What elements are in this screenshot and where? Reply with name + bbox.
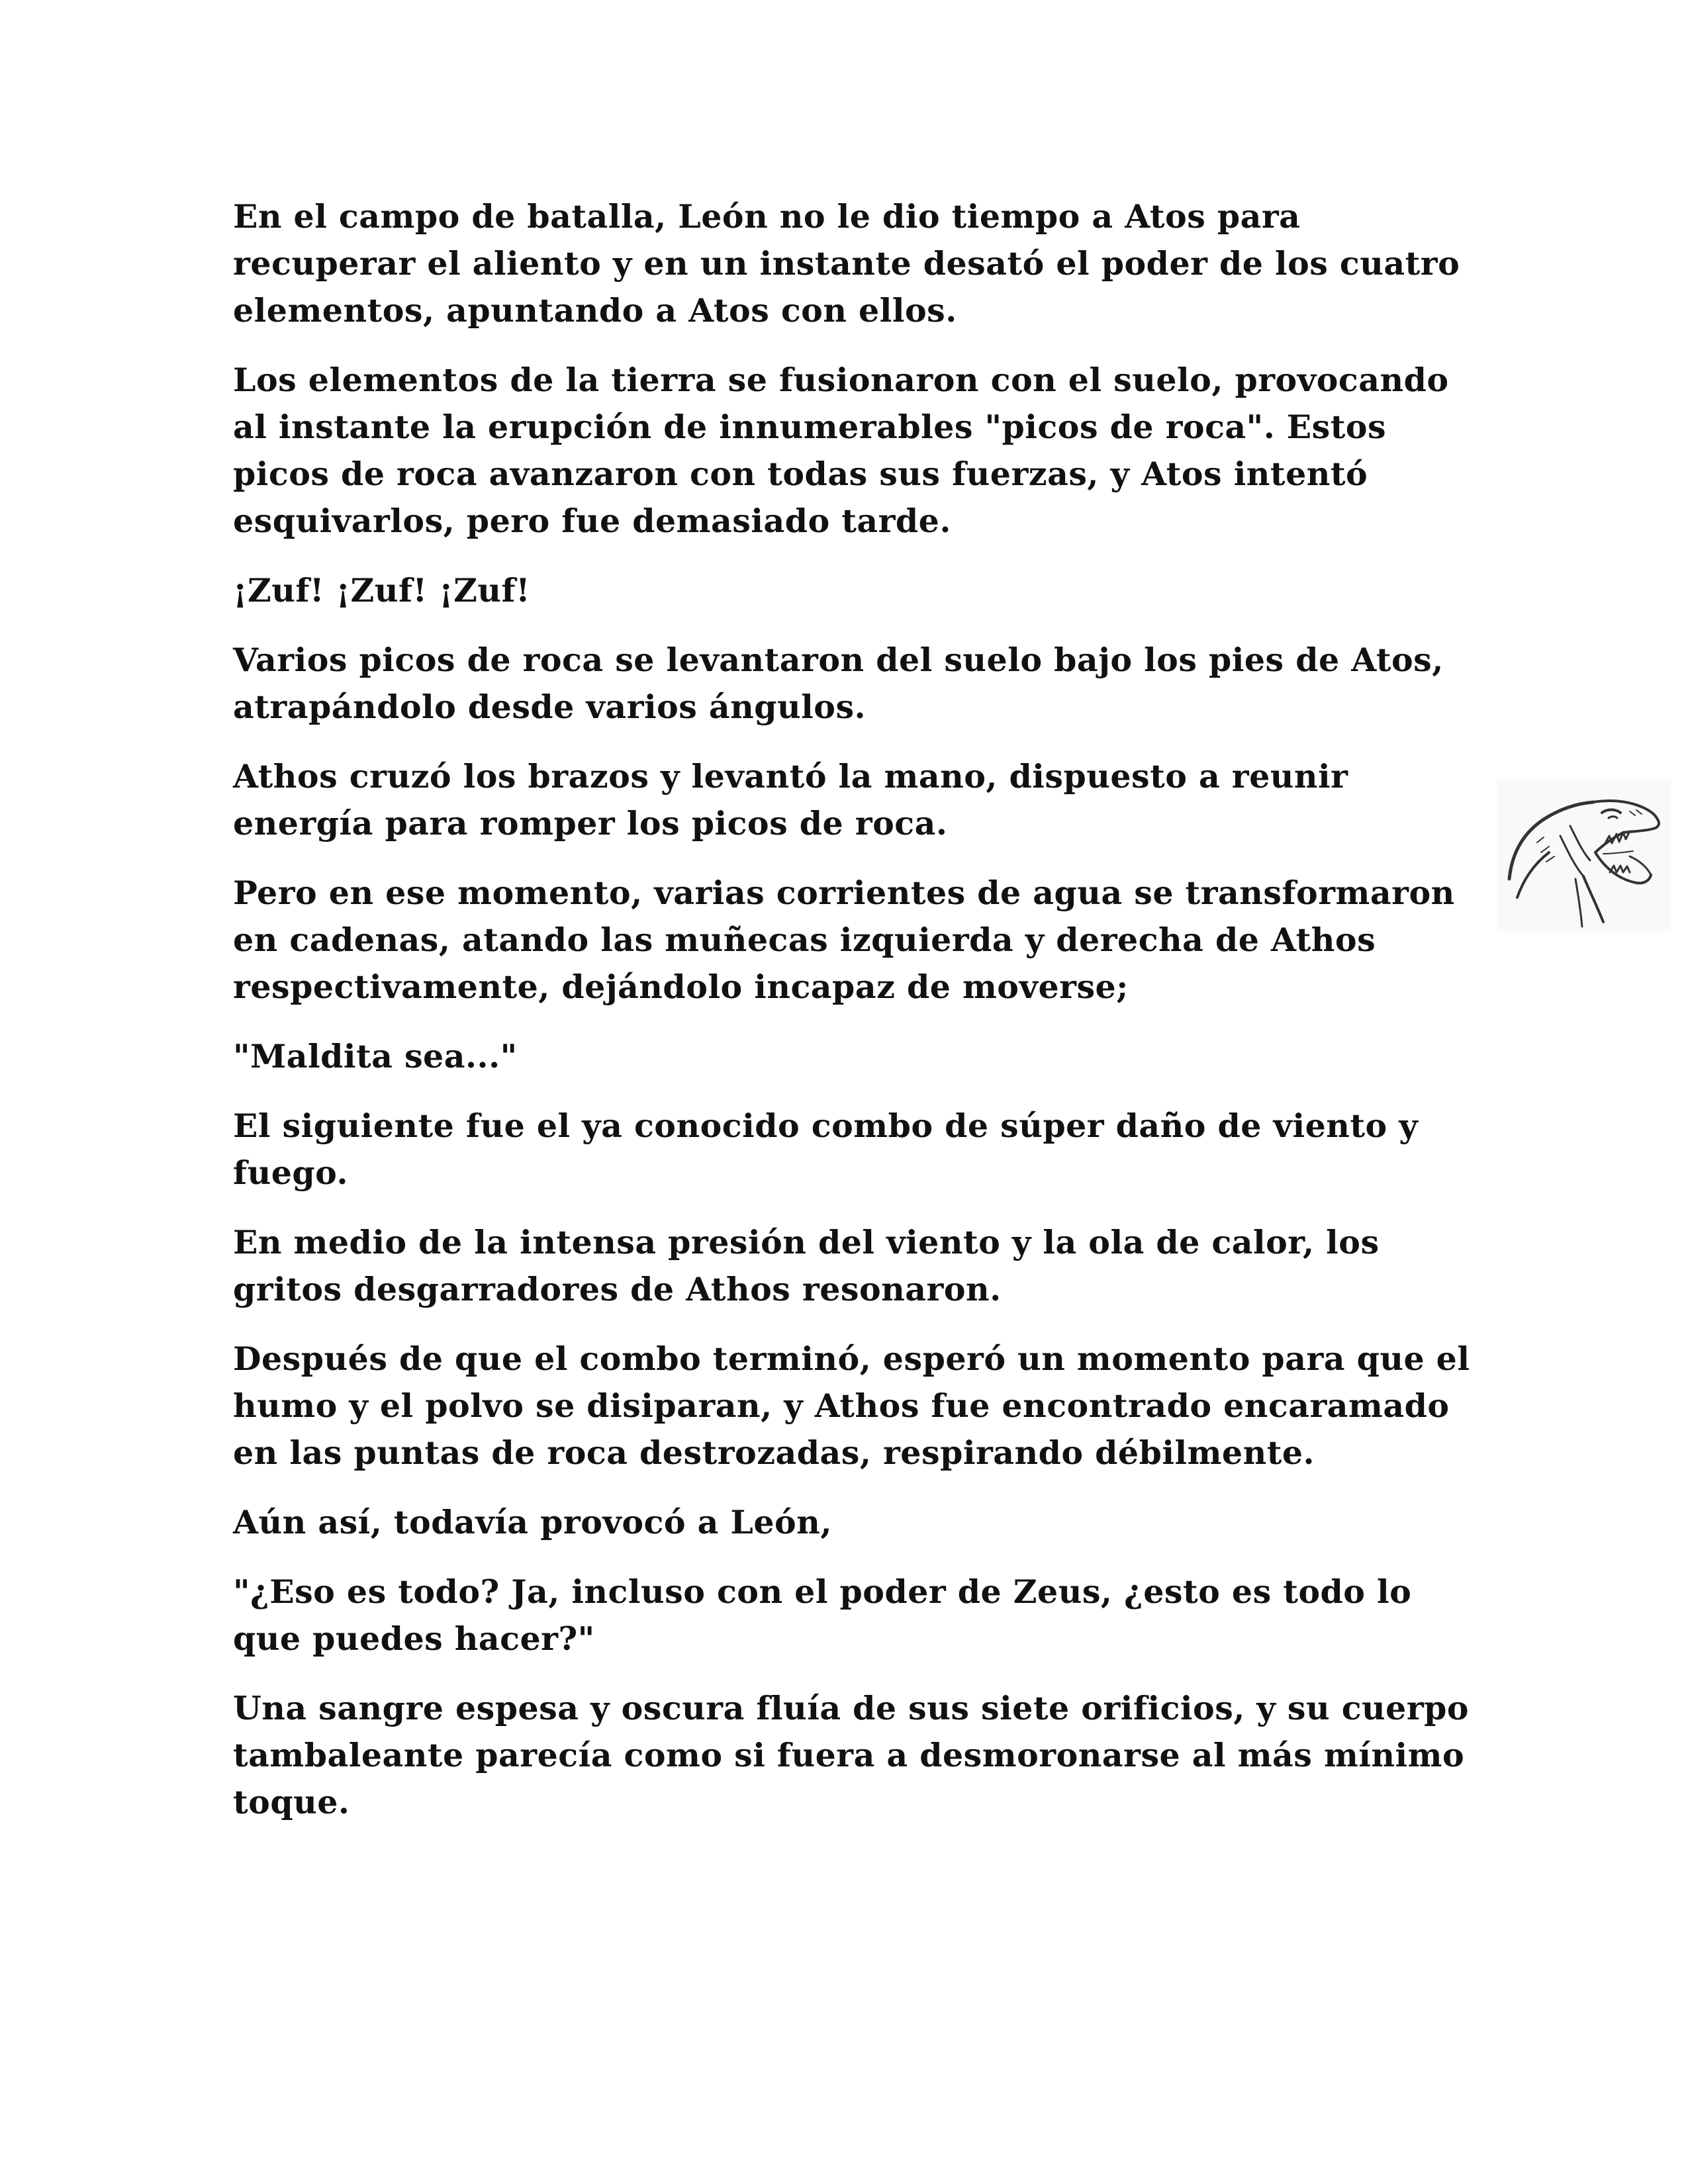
body-text xyxy=(233,193,1491,1848)
paragraph-8: El siguiente fue el ya conocido combo de súper daño de viento y fuego. xyxy=(233,1107,1419,1192)
paragraph-6: Pero en ese momento, varias corrientes de agua se transformaron en cadenas, atando las muñecas izquierda y derecha de Athos respectivamente, dejándolo incapaz de moverse; xyxy=(233,874,1455,1006)
paragraph-12: "¿Eso es todo? Ja, incluso con el poder de Zeus, ¿esto es todo lo que puedes hacer?" xyxy=(233,1572,1412,1658)
paragraph-3: ¡Zuf! ¡Zuf! ¡Zuf! xyxy=(233,571,531,610)
paragraph-1: En el campo de batalla, León no le dio tiempo a Atos para recuperar el aliento y en un instante desató el poder de los cuatro elementos, apuntando a Atos con ellos. xyxy=(233,197,1460,330)
paragraph-5: Athos cruzó los brazos y levantó la mano, dispuesto a reunir energía para romper los picos de roca. xyxy=(233,757,1348,842)
paragraph-9: En medio de la intensa presión del viento y la ola de calor, los gritos desgarradores de Athos resonaron. xyxy=(233,1223,1380,1308)
paragraph-7: "Maldita sea..." xyxy=(233,1037,518,1075)
dinosaur-head-sketch-icon xyxy=(1497,780,1671,932)
paragraph-4: Varios picos de roca se levantaron del suelo bajo los pies de Atos, atrapándolo desde varios ángulos. xyxy=(233,641,1444,726)
paragraph-10: Después de que el combo terminó, esperó un momento para que el humo y el polvo se disiparan, y Athos fue encontrado encaramado en las puntas de roca destrozadas, respirando débilmente. xyxy=(233,1340,1470,1472)
paragraph-13: Una sangre espesa y oscura fluía de sus siete orificios, y su cuerpo tambaleante parecía como si fuera a desmoronarse al más mínimo toque. xyxy=(233,1689,1470,1821)
paragraph-2: Los elementos de la tierra se fusionaron con el suelo, provocando al instante la erupción de innumerables "picos de roca". Estos picos de roca avanzaron con todas sus fuerzas, y Atos intentó esquivarlos, pero fue demasiado tarde. xyxy=(233,361,1449,540)
paragraph-11: Aún así, todavía provocó a León, xyxy=(233,1503,832,1541)
